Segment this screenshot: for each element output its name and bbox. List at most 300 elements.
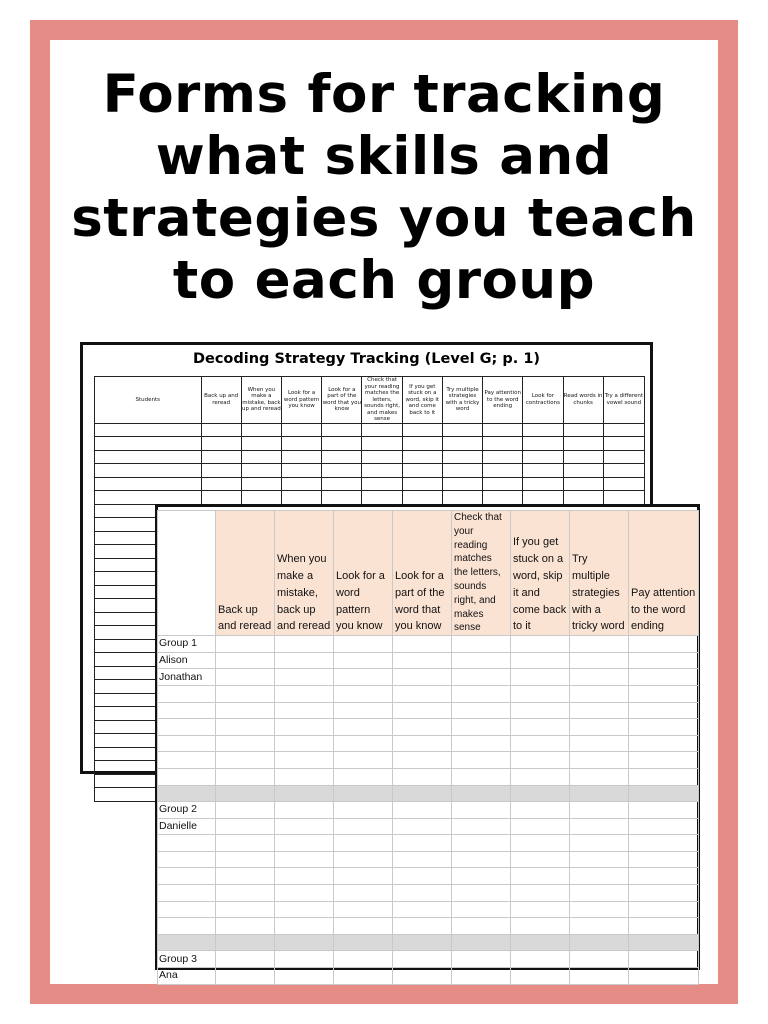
front-table-cell — [452, 685, 511, 702]
front-table-cell — [334, 918, 393, 935]
front-table-cell — [452, 901, 511, 918]
front-table-cell — [216, 785, 275, 802]
row-label: Group 3 — [158, 951, 216, 968]
back-table-cell — [603, 464, 644, 478]
row-label: Group 2 — [158, 802, 216, 819]
back-table-cell — [322, 437, 362, 451]
back-table-cell — [563, 450, 603, 464]
front-table-cell — [629, 702, 699, 719]
front-table-cell — [452, 835, 511, 852]
row-label — [158, 752, 216, 769]
front-table-cell — [334, 752, 393, 769]
front-table-cell — [216, 636, 275, 653]
front-table-cell — [393, 968, 452, 985]
back-table-cell — [483, 450, 523, 464]
front-table-cell — [334, 901, 393, 918]
front-table-cell — [570, 802, 629, 819]
back-table-cell — [483, 464, 523, 478]
front-table-cell — [393, 785, 452, 802]
front-table-cell — [393, 868, 452, 885]
front-table-cell — [393, 652, 452, 669]
front-table-cell — [629, 934, 699, 951]
front-table-cell — [275, 702, 334, 719]
front-table-cell — [511, 702, 570, 719]
front-table-row — [158, 685, 699, 702]
front-table-cell — [334, 768, 393, 785]
front-table-cell — [393, 636, 452, 653]
front-table-cell — [629, 752, 699, 769]
front-table-cell — [275, 802, 334, 819]
back-table-cell — [95, 477, 202, 491]
front-table-cell — [629, 785, 699, 802]
front-table-cell — [452, 702, 511, 719]
front-table-cell — [216, 768, 275, 785]
front-table-cell — [216, 851, 275, 868]
front-table-cell — [511, 934, 570, 951]
back-header-cell: When you make a mistake, back up and reread — [241, 377, 281, 424]
front-table-cell — [216, 669, 275, 686]
front-table-cell — [511, 768, 570, 785]
back-table-cell — [563, 423, 603, 437]
back-table-cell — [362, 423, 402, 437]
row-label — [158, 785, 216, 802]
front-table-cell — [393, 901, 452, 918]
front-header-cell: Pay attention to the word ending — [629, 511, 699, 636]
back-table-cell — [483, 491, 523, 505]
back-table-cell — [322, 450, 362, 464]
front-table-cell — [275, 785, 334, 802]
front-sheet-table — [157, 510, 699, 985]
front-table-row — [158, 702, 699, 719]
front-table-cell — [334, 885, 393, 902]
front-table-cell — [275, 868, 334, 885]
back-table-cell — [201, 491, 241, 505]
front-table-cell — [334, 868, 393, 885]
front-table-cell — [511, 752, 570, 769]
front-table-cell — [570, 652, 629, 669]
front-table-cell — [629, 735, 699, 752]
back-table-row — [95, 464, 645, 478]
front-table-cell — [393, 885, 452, 902]
front-table-cell — [452, 885, 511, 902]
row-label: Alison — [158, 652, 216, 669]
front-table-cell — [452, 802, 511, 819]
front-table-cell — [393, 719, 452, 736]
back-header-cell: Read words in chunks — [563, 377, 603, 424]
back-table-cell — [282, 437, 322, 451]
front-table-row — [158, 951, 699, 968]
front-table-cell — [393, 918, 452, 935]
front-table-cell — [629, 768, 699, 785]
row-label — [158, 934, 216, 951]
front-table-cell — [393, 669, 452, 686]
front-table-cell — [334, 669, 393, 686]
row-label — [158, 702, 216, 719]
front-table-row — [158, 752, 699, 769]
back-table-cell — [241, 477, 281, 491]
front-table-cell — [393, 851, 452, 868]
back-table-cell — [282, 450, 322, 464]
front-table-cell — [511, 802, 570, 819]
front-header-cell: Back up and reread — [216, 511, 275, 636]
front-table-cell — [393, 835, 452, 852]
front-table-cell — [452, 652, 511, 669]
front-table-cell — [570, 702, 629, 719]
row-label — [158, 685, 216, 702]
front-table-cell — [570, 752, 629, 769]
front-header-cell: When you make a mistake, back up and reread — [275, 511, 334, 636]
front-table-cell — [393, 752, 452, 769]
front-table-cell — [511, 918, 570, 935]
front-table-cell — [629, 968, 699, 985]
row-label — [158, 901, 216, 918]
front-table-cell — [570, 835, 629, 852]
back-table-cell — [362, 491, 402, 505]
back-header-cell: Try a different vowel sound — [603, 377, 644, 424]
front-table-cell — [570, 719, 629, 736]
row-label — [158, 851, 216, 868]
front-table-cell — [570, 901, 629, 918]
front-table-cell — [570, 768, 629, 785]
front-table-cell — [452, 752, 511, 769]
front-table-cell — [216, 918, 275, 935]
back-table-cell — [483, 477, 523, 491]
front-table-cell — [275, 901, 334, 918]
front-header-cell: If you get stuck on a word, skip it and come back to it — [511, 511, 570, 636]
front-table-row — [158, 901, 699, 918]
row-label — [158, 918, 216, 935]
front-table-cell — [216, 885, 275, 902]
front-table-cell — [511, 735, 570, 752]
front-table-cell — [334, 802, 393, 819]
back-table-cell — [442, 464, 482, 478]
back-table-cell — [402, 450, 442, 464]
front-table-cell — [216, 951, 275, 968]
front-table-cell — [334, 851, 393, 868]
back-table-cell — [402, 477, 442, 491]
front-table-row — [158, 868, 699, 885]
front-table-cell — [334, 685, 393, 702]
back-table-cell — [362, 450, 402, 464]
back-table-cell — [201, 477, 241, 491]
back-table-cell — [442, 450, 482, 464]
front-table-row — [158, 652, 699, 669]
front-table-cell — [511, 685, 570, 702]
front-table-row — [158, 918, 699, 935]
front-table-cell — [275, 768, 334, 785]
back-table-cell — [442, 437, 482, 451]
back-table-cell — [523, 491, 563, 505]
front-table-cell — [275, 918, 334, 935]
front-table-cell — [275, 951, 334, 968]
back-table-cell — [402, 464, 442, 478]
front-table-cell — [334, 702, 393, 719]
back-table-cell — [523, 423, 563, 437]
front-table-cell — [452, 818, 511, 835]
front-table-cell — [216, 752, 275, 769]
front-table-cell — [511, 885, 570, 902]
front-table-cell — [570, 636, 629, 653]
front-table-cell — [629, 868, 699, 885]
front-table-cell — [570, 934, 629, 951]
front-table-cell — [511, 968, 570, 985]
back-table-cell — [483, 423, 523, 437]
front-table-cell — [275, 968, 334, 985]
front-corner-cell — [158, 511, 216, 636]
front-table-cell — [570, 685, 629, 702]
front-table-cell — [511, 719, 570, 736]
back-table-cell — [322, 464, 362, 478]
row-label — [158, 735, 216, 752]
back-header-cell: Look for a word pattern you know — [282, 377, 322, 424]
back-header-cell: Look for a part of the word that you know — [322, 377, 362, 424]
front-table-cell — [275, 719, 334, 736]
back-header-cell: Pay attention to the word ending — [483, 377, 523, 424]
front-table-cell — [393, 818, 452, 835]
back-sheet-title: Decoding Strategy Tracking (Level G; p. 1) — [192, 351, 541, 367]
row-label: Danielle — [158, 818, 216, 835]
front-table-cell — [275, 934, 334, 951]
front-table-row — [158, 669, 699, 686]
back-table-row — [95, 423, 645, 437]
row-label — [158, 868, 216, 885]
back-table-cell — [241, 423, 281, 437]
front-table-cell — [216, 685, 275, 702]
front-table-cell — [275, 752, 334, 769]
front-table-cell — [452, 669, 511, 686]
row-label — [158, 768, 216, 785]
front-table-cell — [511, 868, 570, 885]
back-table-cell — [442, 477, 482, 491]
back-table-cell — [282, 477, 322, 491]
back-table-cell — [241, 450, 281, 464]
back-table-cell — [201, 437, 241, 451]
front-table-cell — [334, 818, 393, 835]
back-table-cell — [322, 477, 362, 491]
back-table-cell — [402, 437, 442, 451]
front-table-row — [158, 885, 699, 902]
front-table-row — [158, 802, 699, 819]
front-table-cell — [275, 835, 334, 852]
front-table-cell — [275, 669, 334, 686]
front-table-cell — [275, 652, 334, 669]
back-table-cell — [95, 437, 202, 451]
front-table-cell — [275, 636, 334, 653]
front-table-cell — [216, 968, 275, 985]
front-table-cell — [334, 835, 393, 852]
front-tracking-sheet — [155, 504, 700, 982]
front-table-cell — [570, 885, 629, 902]
front-table-cell — [629, 918, 699, 935]
back-table-cell — [563, 437, 603, 451]
back-header-cell: Students — [95, 377, 202, 424]
back-header-cell: If you get stuck on a word, skip it and come back to it — [402, 377, 442, 424]
front-table-row — [158, 768, 699, 785]
front-table-cell — [629, 669, 699, 686]
front-table-cell — [393, 802, 452, 819]
back-table-cell — [362, 477, 402, 491]
back-table-cell — [603, 423, 644, 437]
row-label: Group 1 — [158, 636, 216, 653]
front-table-cell — [275, 851, 334, 868]
front-table-cell — [570, 818, 629, 835]
back-table-cell — [483, 437, 523, 451]
front-table-cell — [629, 652, 699, 669]
front-table-cell — [334, 951, 393, 968]
front-table-cell — [334, 719, 393, 736]
front-table-cell — [511, 636, 570, 653]
front-table-cell — [452, 735, 511, 752]
back-table-row — [95, 477, 645, 491]
back-table-cell — [402, 423, 442, 437]
back-table-cell — [201, 464, 241, 478]
front-table-cell — [216, 802, 275, 819]
front-table-cell — [570, 785, 629, 802]
back-table-cell — [95, 423, 202, 437]
row-label — [158, 885, 216, 902]
front-table-row — [158, 851, 699, 868]
front-table-row — [158, 818, 699, 835]
front-table-cell — [629, 818, 699, 835]
back-table-cell — [322, 423, 362, 437]
back-table-cell — [362, 464, 402, 478]
back-table-cell — [95, 450, 202, 464]
front-table-cell — [570, 868, 629, 885]
front-table-cell — [216, 868, 275, 885]
front-table-cell — [511, 818, 570, 835]
front-table-cell — [216, 835, 275, 852]
back-table-cell — [603, 491, 644, 505]
back-table-cell — [563, 464, 603, 478]
back-table-cell — [523, 477, 563, 491]
front-table-cell — [570, 951, 629, 968]
front-table-cell — [393, 735, 452, 752]
back-header-cell: Check that your reading matches the letters, sounds right, and makes sense — [362, 377, 402, 424]
back-table-cell — [282, 464, 322, 478]
front-table-row — [158, 835, 699, 852]
back-table-cell — [201, 450, 241, 464]
front-table-cell — [216, 818, 275, 835]
back-table-cell — [442, 491, 482, 505]
front-table-cell — [629, 835, 699, 852]
front-table-cell — [452, 951, 511, 968]
front-table-row — [158, 968, 699, 985]
front-table-cell — [629, 851, 699, 868]
back-table-cell — [201, 423, 241, 437]
front-table-cell — [334, 785, 393, 802]
front-header-cell: Try multiple strategies with a tricky word — [570, 511, 629, 636]
front-header-cell: Look for a part of the word that you know — [393, 511, 452, 636]
front-table-cell — [452, 868, 511, 885]
front-table-row — [158, 719, 699, 736]
front-table-cell — [452, 934, 511, 951]
front-table-cell — [452, 785, 511, 802]
front-table-cell — [216, 652, 275, 669]
front-table-cell — [275, 735, 334, 752]
back-header-cell: Back up and reread — [201, 377, 241, 424]
back-table-cell — [603, 437, 644, 451]
front-table-cell — [629, 636, 699, 653]
front-table-cell — [570, 968, 629, 985]
front-table-cell — [393, 768, 452, 785]
front-header-cell: Check that your reading matches the letters, sounds right, and makes sense — [452, 511, 511, 636]
front-table-cell — [216, 735, 275, 752]
front-table-cell — [511, 951, 570, 968]
front-table-cell — [570, 735, 629, 752]
front-table-cell — [334, 636, 393, 653]
back-table-cell — [95, 464, 202, 478]
front-table-cell — [570, 918, 629, 935]
row-label — [158, 835, 216, 852]
back-table-cell — [603, 450, 644, 464]
back-table-cell — [442, 423, 482, 437]
back-table-cell — [563, 491, 603, 505]
back-header-cell: Look for contractions — [523, 377, 563, 424]
back-table-cell — [523, 437, 563, 451]
front-table-cell — [629, 951, 699, 968]
front-table-cell — [393, 685, 452, 702]
back-table-cell — [523, 450, 563, 464]
front-table-cell — [216, 719, 275, 736]
front-table-cell — [275, 818, 334, 835]
front-table-cell — [334, 735, 393, 752]
front-table-cell — [334, 968, 393, 985]
front-table-cell — [629, 901, 699, 918]
front-table-cell — [629, 802, 699, 819]
front-table-cell — [452, 768, 511, 785]
front-table-cell — [275, 685, 334, 702]
front-table-cell — [216, 934, 275, 951]
headline: Forms for tracking what skills and strategies you teach to each group — [71, 64, 697, 311]
back-table-cell — [523, 464, 563, 478]
front-table-cell — [452, 851, 511, 868]
front-table-cell — [452, 918, 511, 935]
back-header-cell: Try multiple strategies with a tricky word — [442, 377, 482, 424]
front-table-row — [158, 934, 699, 951]
front-table-cell — [629, 719, 699, 736]
back-table-cell — [282, 423, 322, 437]
front-table-cell — [511, 851, 570, 868]
front-table-cell — [334, 934, 393, 951]
front-table-cell — [452, 719, 511, 736]
front-table-cell — [216, 901, 275, 918]
back-table-cell — [241, 491, 281, 505]
front-table-cell — [393, 934, 452, 951]
back-table-cell — [241, 464, 281, 478]
front-table-cell — [511, 835, 570, 852]
front-table-cell — [629, 885, 699, 902]
front-table-cell — [629, 685, 699, 702]
front-table-cell — [334, 652, 393, 669]
front-table-row — [158, 636, 699, 653]
row-label: Jonathan — [158, 669, 216, 686]
row-label — [158, 719, 216, 736]
front-table-cell — [570, 851, 629, 868]
back-table-row — [95, 491, 645, 505]
front-table-row — [158, 735, 699, 752]
front-table-cell — [452, 636, 511, 653]
back-table-row — [95, 437, 645, 451]
front-table-cell — [511, 652, 570, 669]
back-table-cell — [362, 437, 402, 451]
front-table-cell — [570, 669, 629, 686]
back-table-row — [95, 450, 645, 464]
front-table-cell — [216, 702, 275, 719]
back-table-cell — [95, 491, 202, 505]
front-header-cell: Look for a word pattern you know — [334, 511, 393, 636]
front-table-cell — [393, 702, 452, 719]
front-table-cell — [393, 951, 452, 968]
